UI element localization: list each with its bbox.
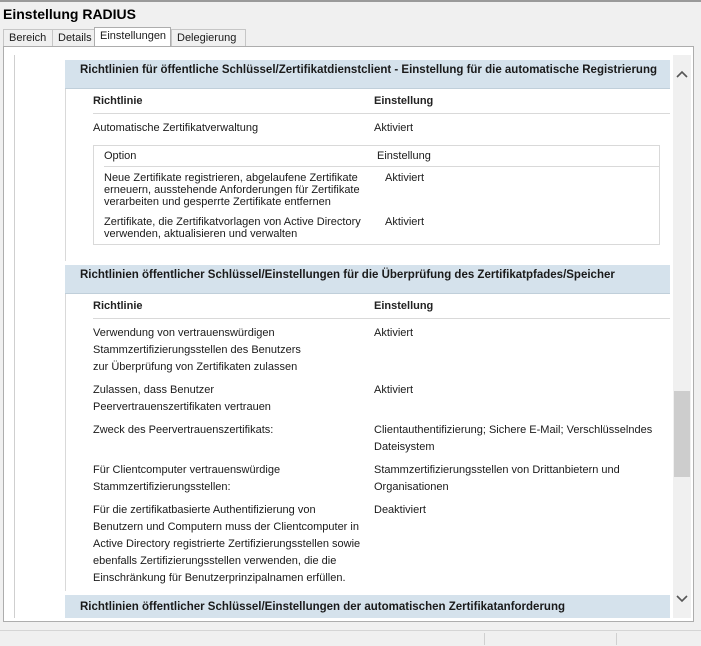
column-header-policy: Richtlinie bbox=[93, 300, 143, 312]
column-header-setting: Einstellung bbox=[374, 300, 434, 312]
window-title: Einstellung RADIUS bbox=[3, 6, 137, 22]
table-row bbox=[93, 319, 670, 376]
tab-delegierung[interactable]: Delegierung bbox=[171, 29, 246, 46]
table-row bbox=[93, 456, 670, 496]
option-setting: Aktiviert bbox=[385, 172, 425, 184]
tab-einstellungen[interactable]: Einstellungen bbox=[94, 27, 171, 46]
policy-setting: Stammzertifizierungsstellen von Drittanbietern und Organisationen bbox=[374, 464, 620, 493]
status-bar bbox=[0, 630, 701, 646]
section-title[interactable]: Richtlinien für öffentliche Schlüssel/Zertifikatdienstclient - Einstellung für die automatische Registrierung bbox=[65, 60, 670, 89]
tab-bereich[interactable]: Bereich bbox=[3, 29, 53, 46]
section-body bbox=[65, 294, 670, 591]
scrollbar-thumb[interactable] bbox=[674, 391, 690, 477]
section-title[interactable]: Richtlinien öffentlicher Schlüssel/Einstellungen für die Überprüfung des Zertifikatpfades/Speicher bbox=[65, 265, 670, 294]
options-table bbox=[93, 145, 660, 245]
report-viewport bbox=[14, 55, 670, 618]
option-row bbox=[104, 208, 659, 240]
vertical-scrollbar[interactable] bbox=[673, 55, 691, 618]
policy-name: Für Clientcomputer vertrauenswürdige Stammzertifizierungsstellen: bbox=[93, 464, 281, 493]
option-name: Zertifikate, die Zertifikatvorlagen von Active Directory verwenden, aktualisieren und verwalten bbox=[104, 216, 361, 240]
options-header bbox=[104, 146, 659, 167]
status-separator bbox=[484, 633, 485, 645]
policy-name: Automatische Zertifikatverwaltung bbox=[93, 122, 259, 134]
option-row bbox=[104, 167, 659, 208]
section-body bbox=[65, 89, 670, 261]
table-header bbox=[93, 89, 670, 114]
column-header-option-setting: Einstellung bbox=[377, 150, 431, 162]
section-title[interactable]: Richtlinien öffentlicher Schlüssel/Einstellungen der automatischen Zertifikatanforderung bbox=[65, 595, 670, 618]
policy-name: Zulassen, dass Benutzer Peervertrauenszertifikaten vertrauen bbox=[93, 384, 271, 413]
policy-name: Verwendung von vertrauenswürdigen Stammzertifizierungsstellen des Benutzers zur Überprüfung von Zertifikaten zulassen bbox=[93, 327, 301, 373]
option-name: Neue Zertifikate registrieren, abgelaufene Zertifikate erneuern, ausstehende Anforderungen für Zertifikate verarbeiten und gesperrte Zertifikate entfernen bbox=[104, 172, 360, 208]
table-header bbox=[93, 294, 670, 319]
policy-setting: Aktiviert bbox=[374, 327, 414, 339]
column-header-setting: Einstellung bbox=[374, 95, 434, 107]
column-header-option: Option bbox=[104, 150, 137, 162]
settings-panel bbox=[3, 46, 694, 622]
status-separator bbox=[616, 633, 617, 645]
chevron-up-icon[interactable] bbox=[673, 65, 691, 83]
policy-setting: Aktiviert bbox=[374, 384, 414, 396]
table-row bbox=[93, 376, 670, 416]
table-row bbox=[93, 114, 670, 137]
section-path-validation bbox=[65, 265, 670, 591]
policy-setting: Aktiviert bbox=[374, 122, 414, 134]
window-top-border bbox=[0, 0, 701, 2]
policy-name: Zweck des Peervertrauenszertifikats: bbox=[93, 424, 274, 436]
table-row bbox=[93, 496, 670, 587]
chevron-down-icon[interactable] bbox=[673, 590, 691, 608]
section-autoenrollment bbox=[65, 60, 670, 261]
policy-name: Für die zertifikatbasierte Authentifizierung von Benutzern und Computern muss der Clientcomputer in Active Directory registrierte Zertifizierungsstellen sowie ebenfalls Zertifizierungsstellen verwenden, die die Einschränkung für Benutzerprinzipalnamen erfüllen. bbox=[93, 504, 361, 584]
option-setting: Aktiviert bbox=[385, 216, 425, 228]
tab-details[interactable]: Details bbox=[52, 29, 95, 46]
table-row bbox=[93, 416, 670, 456]
column-header-policy: Richtlinie bbox=[93, 95, 143, 107]
policy-setting: Deaktiviert bbox=[374, 504, 426, 516]
section-cert-request bbox=[65, 595, 670, 618]
policy-setting: Clientauthentifizierung; Sichere E-Mail; Verschlüsselndes Dateisystem bbox=[374, 424, 653, 453]
